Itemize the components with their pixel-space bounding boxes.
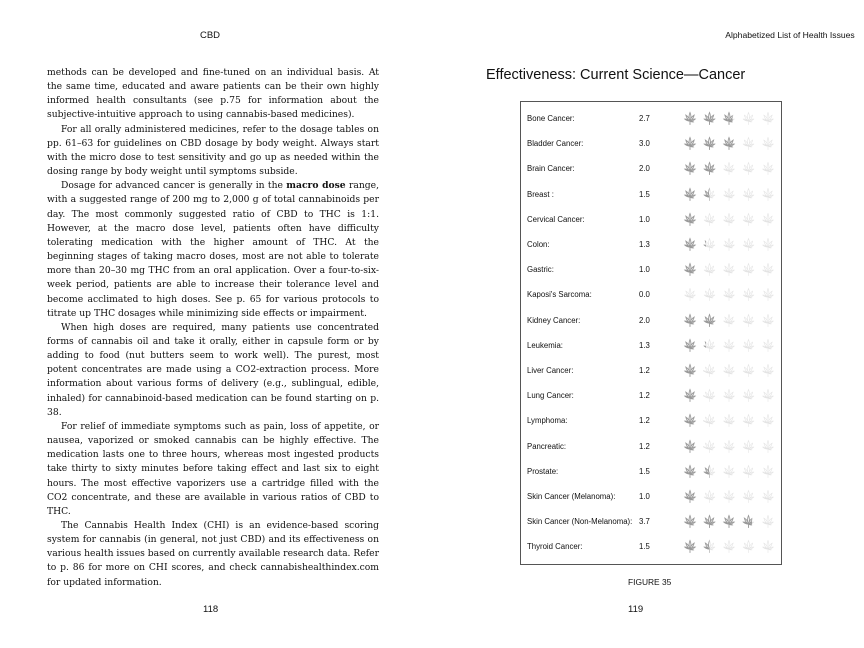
leaf-filled	[685, 365, 695, 377]
leaf-outline	[743, 339, 753, 351]
cannabis-leaf-icon	[704, 163, 714, 175]
leaf-filled	[724, 516, 734, 528]
leaf-rating-graphic	[681, 439, 781, 457]
leaf-outline	[763, 163, 773, 175]
leaf-outline	[763, 440, 773, 452]
leaf-outline	[763, 289, 773, 301]
cannabis-leaf-icon	[685, 213, 695, 225]
score-value: 2.0	[639, 164, 650, 174]
running-head-left: CBD	[199, 30, 221, 41]
leaf-rating-graphic	[681, 363, 781, 381]
leaf-outline	[763, 516, 773, 528]
cannabis-leaf-icon	[743, 289, 753, 301]
cannabis-leaf-icon	[724, 213, 734, 225]
leaf-filled	[743, 516, 753, 528]
table-row	[521, 109, 781, 129]
leaf-filled	[685, 465, 695, 477]
table-row	[521, 210, 781, 230]
table-row	[521, 487, 781, 507]
cannabis-leaf-icon	[685, 465, 695, 477]
cannabis-leaf-icon	[704, 365, 714, 377]
cannabis-leaf-icon	[704, 390, 714, 402]
leaf-outline	[704, 213, 714, 225]
leaf-filled	[685, 138, 695, 150]
leaf-rating-graphic	[681, 539, 781, 557]
leaf-outline	[724, 314, 734, 326]
cannabis-leaf-icon	[704, 314, 714, 326]
leaf-rating	[681, 464, 781, 482]
cannabis-leaf-icon	[724, 440, 734, 452]
leaf-outline	[763, 491, 773, 503]
cannabis-leaf-icon	[704, 239, 714, 251]
leaf-outline	[743, 188, 753, 200]
leaf-rating	[681, 313, 781, 331]
cannabis-leaf-icon	[704, 491, 714, 503]
cannabis-leaf-icon	[724, 390, 734, 402]
cannabis-leaf-icon	[743, 541, 753, 553]
cannabis-leaf-icon	[685, 113, 695, 125]
leaf-rating	[681, 363, 781, 381]
health-issue-label: Skin Cancer (Melanoma):	[527, 492, 616, 501]
cannabis-leaf-icon	[685, 138, 695, 150]
leaf-filled	[685, 113, 695, 125]
leaf-filled	[724, 138, 734, 150]
cannabis-leaf-icon	[743, 163, 753, 175]
leaf-outline	[743, 465, 753, 477]
health-issue-label: Liver Cancer:	[527, 366, 574, 375]
leaf-outline	[704, 491, 714, 503]
leaf-filled	[685, 213, 695, 225]
health-issue-label: Kidney Cancer:	[527, 315, 581, 325]
cannabis-leaf-icon	[743, 213, 753, 225]
leaf-filled	[685, 541, 695, 553]
leaf-outline	[724, 289, 734, 301]
cannabis-leaf-icon	[704, 113, 714, 125]
leaf-rating	[681, 136, 781, 154]
leaf-filled	[704, 163, 714, 175]
leaf-rating	[681, 287, 781, 305]
cannabis-leaf-icon	[763, 339, 773, 351]
cannabis-leaf-icon	[763, 289, 773, 301]
paragraph-2: For all orally administered medicines, refer to the dosage tables on pp. 61–63 for guidelines on CBD dosage by body weight. Always start with the micro dose to test sensitivity and go up as needed within the dosing range by body weight until symptoms subside.	[47, 123, 379, 178]
cannabis-leaf-icon	[763, 390, 773, 402]
cannabis-leaf-icon	[743, 465, 753, 477]
leaf-outline	[704, 289, 714, 301]
leaf-outline	[743, 415, 753, 427]
leaf-filled	[704, 541, 714, 553]
leaf-filled	[685, 415, 695, 427]
macro-dose-term: macro dose	[286, 180, 346, 192]
score-value: 1.2	[639, 441, 650, 451]
leaf-filled	[685, 314, 695, 326]
cannabis-leaf-icon	[763, 213, 773, 225]
cannabis-leaf-icon	[743, 314, 753, 326]
leaf-outline	[743, 113, 753, 125]
cannabis-leaf-icon	[704, 516, 714, 528]
leaf-rating	[681, 489, 781, 507]
cannabis-leaf-icon	[704, 339, 714, 351]
health-issue-label: Skin Cancer (Non-Melanoma):	[527, 517, 633, 527]
cannabis-leaf-icon	[704, 465, 714, 477]
score-value: 1.3	[639, 340, 650, 350]
leaf-outline	[724, 264, 734, 276]
leaf-rating	[681, 388, 781, 406]
cannabis-leaf-icon	[724, 289, 734, 301]
leaf-rating	[681, 161, 781, 179]
table-row	[521, 185, 781, 205]
leaf-outline	[743, 264, 753, 276]
leaf-rating	[681, 439, 781, 457]
leaf-outline	[724, 239, 734, 251]
cannabis-leaf-icon	[685, 390, 695, 402]
cannabis-leaf-icon	[724, 163, 734, 175]
leaf-outline	[763, 365, 773, 377]
leaf-outline	[743, 365, 753, 377]
health-issue-label: Breast :	[527, 189, 554, 199]
leaf-rating-graphic	[681, 338, 781, 356]
cannabis-leaf-icon	[685, 440, 695, 452]
cannabis-leaf-icon	[704, 188, 714, 200]
cannabis-leaf-icon	[724, 415, 734, 427]
leaf-outline	[743, 491, 753, 503]
leaf-outline	[743, 138, 753, 150]
leaf-outline	[763, 113, 773, 125]
leaf-outline	[704, 415, 714, 427]
leaf-rating-graphic	[681, 489, 781, 507]
leaf-outline	[763, 138, 773, 150]
paragraph-4: When high doses are required, many patients use concentrated forms of cannabis oil and take it orally, either in capsule form or by adding to food (nut butters seem to work well). The purest, most potent concentrates are made using a CO2-extraction process. More information about various forms of delivery (e.g., sublingual, edible, inhaled) for cannabinoid-based medication can be found starting on p. 38.	[47, 321, 379, 418]
cannabis-leaf-icon	[763, 491, 773, 503]
cannabis-leaf-icon	[763, 239, 773, 251]
leaf-rating	[681, 111, 781, 129]
cannabis-leaf-icon	[763, 163, 773, 175]
leaf-filled	[685, 339, 695, 351]
cannabis-leaf-icon	[724, 138, 734, 150]
leaf-outline	[724, 491, 734, 503]
cannabis-leaf-icon	[743, 138, 753, 150]
health-issue-label: Bone Cancer:	[527, 114, 575, 123]
leaf-outline	[763, 314, 773, 326]
paragraph-1: methods can be developed and fine-tuned on an individual basis. At the same time, educated and aware patients can be their own highly informed health consultants (see p.75 for information about the subjective-intuitive approach to using cannabis-based medicines).	[47, 67, 379, 121]
cannabis-leaf-icon	[763, 465, 773, 477]
leaf-outline	[704, 339, 714, 351]
score-value: 1.0	[639, 265, 650, 275]
leaf-filled	[724, 113, 734, 125]
table-row	[521, 361, 781, 381]
cannabis-leaf-icon	[704, 264, 714, 276]
paragraph-3	[47, 179, 379, 321]
cannabis-leaf-icon	[685, 264, 695, 276]
cannabis-leaf-icon	[685, 491, 695, 503]
health-issue-label: Colon:	[527, 240, 550, 249]
leaf-outline	[743, 390, 753, 402]
leaf-outline	[743, 239, 753, 251]
cannabis-leaf-icon	[724, 239, 734, 251]
score-value: 1.2	[639, 391, 650, 401]
leaf-filled	[685, 516, 695, 528]
running-head-right: Alphabetized List of Health Issues	[725, 30, 855, 40]
health-issue-label: Lung Cancer:	[527, 391, 574, 401]
cannabis-leaf-icon	[743, 113, 753, 125]
leaf-filled	[685, 239, 695, 251]
cannabis-leaf-icon	[724, 465, 734, 477]
leaf-rating	[681, 413, 781, 431]
cannabis-leaf-icon	[724, 365, 734, 377]
cannabis-leaf-icon	[685, 541, 695, 553]
score-value: 3.0	[639, 139, 650, 149]
leaf-outline	[763, 239, 773, 251]
table-row	[521, 411, 781, 431]
leaf-rating-graphic	[681, 514, 781, 532]
leaf-rating-graphic	[681, 287, 781, 305]
leaf-rating	[681, 338, 781, 356]
table-row	[521, 235, 781, 255]
paragraph-6: The Cannabis Health Index (CHI) is an evidence-based scoring system for cannabis (in general, not just CBD) and its effectiveness on various health issues based on currently available research data. Refer to p. 86 for more on CHI scores, and check cannabishealthindex.com for updated information.	[47, 520, 379, 588]
leaf-rating-graphic	[681, 413, 781, 431]
cannabis-leaf-icon	[704, 440, 714, 452]
health-issue-label: Kaposi's Sarcoma:	[527, 290, 592, 300]
cannabis-leaf-icon	[685, 163, 695, 175]
cannabis-leaf-icon	[724, 339, 734, 351]
cannabis-leaf-icon	[743, 390, 753, 402]
leaf-rating-graphic	[681, 262, 781, 280]
cannabis-leaf-icon	[743, 188, 753, 200]
health-issue-label: Lymphoma:	[527, 416, 568, 426]
leaf-outline	[763, 339, 773, 351]
cannabis-leaf-icon	[704, 289, 714, 301]
leaf-filled	[685, 188, 695, 200]
leaf-outline	[724, 188, 734, 200]
paragraph-3-start: Dosage for advanced cancer is generally in the	[61, 180, 287, 192]
leaf-outline	[704, 390, 714, 402]
cannabis-leaf-icon	[685, 314, 695, 326]
leaf-filled	[704, 516, 714, 528]
leaf-outline	[724, 163, 734, 175]
leaf-rating	[681, 187, 781, 205]
leaf-outline	[763, 465, 773, 477]
leaf-rating-graphic	[681, 388, 781, 406]
score-value: 1.0	[639, 492, 650, 501]
leaf-rating	[681, 514, 781, 532]
score-value: 1.5	[639, 542, 650, 552]
leaf-filled	[685, 390, 695, 402]
leaf-outline	[763, 213, 773, 225]
leaf-filled	[685, 163, 695, 175]
table-row	[521, 260, 781, 280]
leaf-outline	[704, 264, 714, 276]
leaf-filled	[685, 264, 695, 276]
leaf-rating-graphic	[681, 237, 781, 255]
leaf-filled	[704, 314, 714, 326]
paragraph-3-rest: range, with a suggested range of 200 mg to 2,000 g of total cannabinoids per day. The most commonly suggested ratio of CBD to THC is 1:1. However, at the macro dose level, patients often have difficulty tolerating medication with the higher amount of THC. At the beginning stages of taking macro doses, most are not able to tolerate more than 20–30 mg THC from an oral application. Over a four-to-six-week period, patients are able to increase their tolerance level and become acclimated to high doses. See p. 65 for various protocols to titrate up THC dosages while minimizing side effects or impairment.	[47, 180, 379, 319]
score-value: 2.0	[639, 315, 650, 325]
leaf-outline	[724, 541, 734, 553]
cannabis-leaf-icon	[743, 516, 753, 528]
cannabis-leaf-icon	[743, 239, 753, 251]
leaf-outline	[743, 440, 753, 452]
cannabis-leaf-icon	[763, 541, 773, 553]
cannabis-leaf-icon	[724, 491, 734, 503]
cannabis-leaf-icon	[763, 440, 773, 452]
leaf-outline	[704, 365, 714, 377]
page-number-right: 119	[628, 604, 644, 615]
table-row	[521, 336, 781, 356]
leaf-filled	[685, 440, 695, 452]
cannabis-leaf-icon	[685, 415, 695, 427]
cannabis-leaf-icon	[743, 264, 753, 276]
cannabis-leaf-icon	[704, 213, 714, 225]
cannabis-leaf-icon	[685, 239, 695, 251]
leaf-outline	[724, 415, 734, 427]
cannabis-leaf-icon	[724, 264, 734, 276]
cannabis-leaf-icon	[724, 314, 734, 326]
health-issue-label: Pancreatic:	[527, 441, 567, 451]
score-value: 1.5	[639, 466, 650, 476]
leaf-rating	[681, 237, 781, 255]
cannabis-leaf-icon	[704, 541, 714, 553]
leaf-rating-graphic	[681, 136, 781, 154]
leaf-rating-graphic	[681, 313, 781, 331]
cannabis-leaf-icon	[743, 415, 753, 427]
paragraph-5: For relief of immediate symptoms such as pain, loss of appetite, or nausea, vaporized or smoked cannabis can be highly effective. The medication lasts one to three hours, whereas most ingested products take thirty to sixty minutes before taking effect and last six to eight hours. The most effective vaporizers use a cartridge filled with the CO2 concentrate, and these are available in various ratios of CBD to THC.	[47, 420, 379, 517]
health-issue-label: Brain Cancer:	[527, 164, 575, 174]
table-row	[521, 437, 781, 457]
table-row	[521, 462, 781, 482]
leaf-outline	[704, 239, 714, 251]
leaf-outline	[743, 213, 753, 225]
cannabis-leaf-icon	[685, 516, 695, 528]
leaf-outline	[763, 390, 773, 402]
table-row	[521, 285, 781, 305]
leaf-outline	[704, 440, 714, 452]
cannabis-leaf-icon	[743, 365, 753, 377]
health-issue-label: Thyroid Cancer:	[527, 542, 583, 552]
table-row	[521, 512, 781, 532]
score-value: 1.3	[639, 240, 650, 249]
cannabis-leaf-icon	[724, 113, 734, 125]
cannabis-leaf-icon	[685, 339, 695, 351]
leaf-outline	[724, 465, 734, 477]
figure-caption: FIGURE 35	[628, 577, 672, 587]
page-number-left: 118	[203, 604, 219, 615]
table-row	[521, 311, 781, 331]
leaf-outline	[724, 440, 734, 452]
effectiveness-table	[520, 101, 782, 565]
leaf-outline	[743, 289, 753, 301]
leaf-outline	[685, 289, 695, 301]
health-issue-label: Bladder Cancer:	[527, 139, 584, 149]
leaf-outline	[743, 163, 753, 175]
cannabis-leaf-icon	[724, 541, 734, 553]
score-value: 1.2	[639, 366, 650, 375]
score-value: 3.7	[639, 517, 650, 527]
health-issue-label: Cervical Cancer:	[527, 214, 585, 224]
cannabis-leaf-icon	[763, 365, 773, 377]
leaf-filled	[704, 188, 714, 200]
leaf-rating-graphic	[681, 464, 781, 482]
leaf-filled	[685, 491, 695, 503]
cannabis-leaf-icon	[743, 339, 753, 351]
score-value: 1.5	[639, 189, 650, 199]
body-text	[47, 66, 379, 590]
leaf-filled	[704, 138, 714, 150]
table-row	[521, 159, 781, 179]
score-value: 2.7	[639, 114, 650, 123]
health-issue-label: Gastric:	[527, 265, 554, 275]
leaf-filled	[704, 113, 714, 125]
cannabis-leaf-icon	[685, 365, 695, 377]
cannabis-leaf-icon	[763, 314, 773, 326]
table-row	[521, 386, 781, 406]
cannabis-leaf-icon	[743, 440, 753, 452]
leaf-outline	[724, 213, 734, 225]
cannabis-leaf-icon	[763, 188, 773, 200]
leaf-rating	[681, 262, 781, 280]
cannabis-leaf-icon	[763, 113, 773, 125]
leaf-outline	[763, 188, 773, 200]
leaf-rating-graphic	[681, 161, 781, 179]
cannabis-leaf-icon	[763, 264, 773, 276]
health-issue-label: Leukemia:	[527, 340, 563, 350]
table-row	[521, 537, 781, 557]
cannabis-leaf-icon	[763, 516, 773, 528]
leaf-rating-graphic	[681, 111, 781, 129]
cannabis-leaf-icon	[724, 516, 734, 528]
cannabis-leaf-icon	[685, 289, 695, 301]
cannabis-leaf-icon	[704, 415, 714, 427]
cannabis-leaf-icon	[724, 188, 734, 200]
leaf-outline	[724, 390, 734, 402]
leaf-outline	[763, 541, 773, 553]
leaf-outline	[743, 314, 753, 326]
leaf-outline	[724, 339, 734, 351]
score-value: 1.2	[639, 416, 650, 426]
leaf-outline	[724, 365, 734, 377]
leaf-rating-graphic	[681, 212, 781, 230]
leaf-outline	[763, 415, 773, 427]
right-page	[432, 0, 864, 648]
leaf-rating-graphic	[681, 187, 781, 205]
score-value: 1.0	[639, 214, 650, 224]
cannabis-leaf-icon	[704, 138, 714, 150]
figure-title: Effectiveness: Current Science—Cancer	[486, 67, 746, 83]
leaf-filled	[704, 465, 714, 477]
leaf-outline	[743, 541, 753, 553]
cannabis-leaf-icon	[685, 188, 695, 200]
leaf-rating	[681, 212, 781, 230]
table-row	[521, 134, 781, 154]
leaf-outline	[763, 264, 773, 276]
cannabis-leaf-icon	[763, 138, 773, 150]
cannabis-leaf-icon	[763, 415, 773, 427]
health-issue-label: Prostate:	[527, 466, 559, 476]
leaf-rating	[681, 539, 781, 557]
score-value: 0.0	[639, 290, 650, 300]
cannabis-leaf-icon	[743, 491, 753, 503]
